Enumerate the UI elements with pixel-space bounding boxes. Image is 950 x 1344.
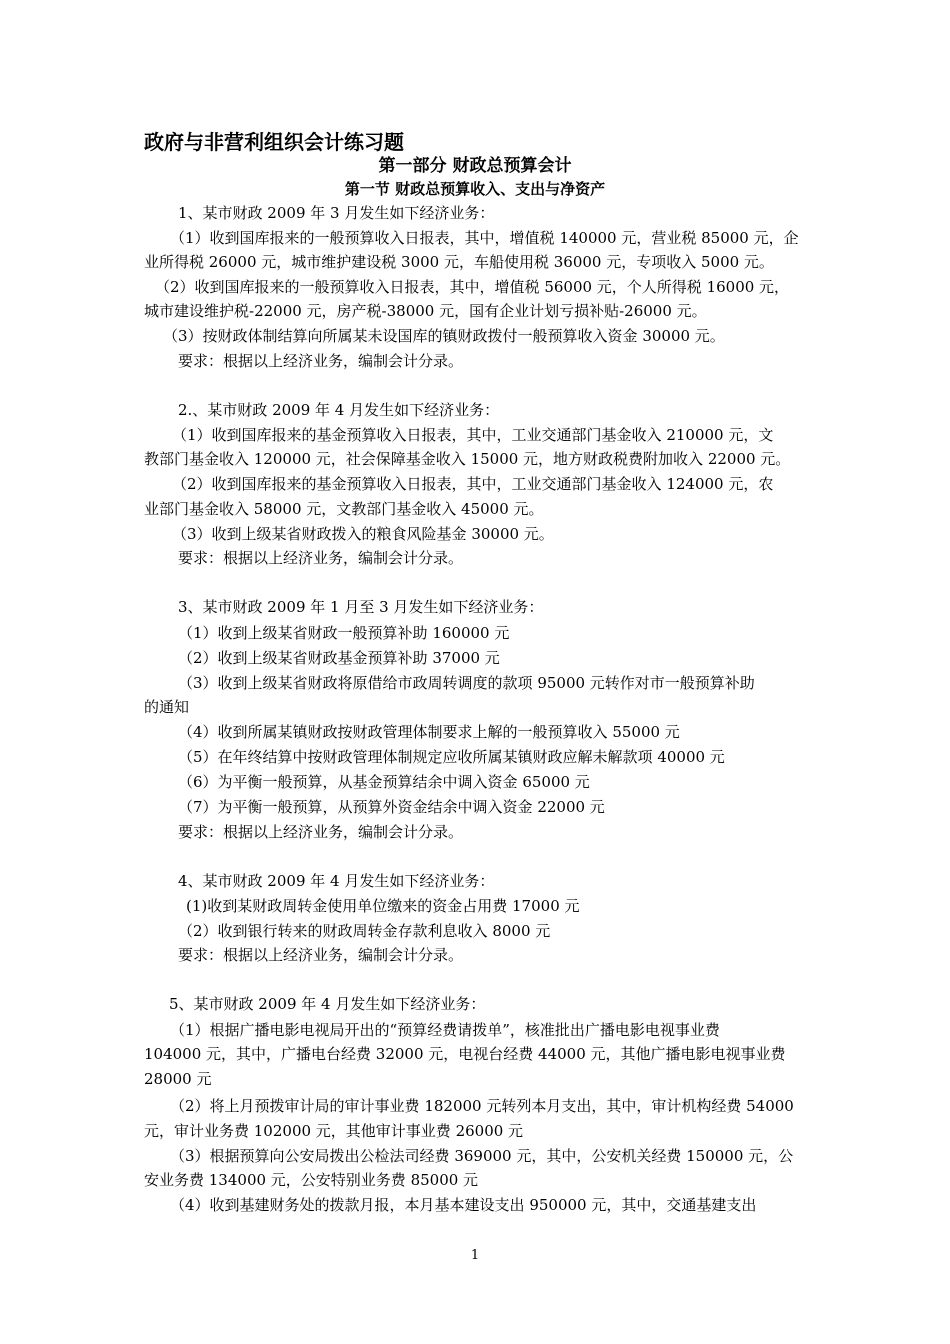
text-line: （4）收到基建财务处的拨款月报，本月基本建设支出 950000 元，其中，交通基建支出 [170, 1196, 757, 1214]
text-line: 要求：根据以上经济业务，编制会计分录。 [178, 549, 464, 567]
text-line: （1）收到国库报来的基金预算收入日报表，其中，工业交通部门基金收入 210000 元，文 [172, 426, 774, 444]
text-line: 业部门基金收入 58000 元，文教部门基金收入 45000 元。 [144, 500, 544, 518]
text-line: （1）根据广播电影电视局开出的“预算经费请拨单”，核准批出广播电影电视事业费 [170, 1021, 720, 1039]
text-line: （2）收到上级某省财政基金预算补助 37000 元 [178, 649, 500, 667]
text-line: 要求：根据以上经济业务，编制会计分录。 [178, 352, 464, 370]
text-line: （3）收到上级某省财政拨入的粮食风险基金 30000 元。 [172, 525, 554, 543]
text-line: 城市建设维护税-22000 元，房产税-38000 元，国有企业计划亏损补贴-26000 元。 [144, 302, 707, 320]
text-line: 的通知 [144, 698, 190, 716]
page-number: 1 [470, 1248, 480, 1263]
document-title: 政府与非营利组织会计练习题 [144, 130, 404, 154]
text-line: 1、某市财政 2009 年 3 月发生如下经济业务： [178, 204, 495, 222]
text-line: （2）收到国库报来的基金预算收入日报表，其中，工业交通部门基金收入 124000 元，农 [172, 475, 774, 493]
text-line: 4、某市财政 2009 年 4 月发生如下经济业务： [178, 872, 495, 890]
text-line: 元，审计业务费 102000 元，其他审计事业费 26000 元 [144, 1122, 524, 1140]
text-line: （3）根据预算向公安局拨出公检法司经费 369000 元，其中，公安机关经费 150000 元，公 [170, 1147, 794, 1165]
text-line: （7）为平衡一般预算，从预算外资金结余中调入资金 22000 元 [178, 798, 605, 816]
text-line: 要求：根据以上经济业务，编制会计分录。 [178, 946, 464, 964]
text-line: （1）收到国库报来的一般预算收入日报表，其中，增值税 140000 元，营业税 85000 元，企 [170, 229, 799, 247]
text-line: （3）按财政体制结算向所属某未设国库的镇财政拨付一般预算收入资金 30000 元。 [163, 327, 725, 345]
text-line: 教部门基金收入 120000 元，社会保障基金收入 15000 元，地方财政税费附加收入 22000 元。 [144, 450, 791, 468]
text-line: （2）收到国库报来的一般预算收入日报表，其中，增值税 56000 元，个人所得税 16000 元， [155, 278, 790, 296]
text-line: （6）为平衡一般预算，从基金预算结余中调入资金 65000 元 [178, 773, 590, 791]
text-line: （2）将上月预拨审计局的审计事业费 182000 元转列本月支出，其中，审计机构经费 54000 [170, 1097, 794, 1115]
text-line: （4）收到所属某镇财政按财政管理体制要求上解的一般预算收入 55000 元 [178, 723, 680, 741]
text-line: 业所得税 26000 元，城市维护建设税 3000 元，车船使用税 36000 元，专项收入 5000 元。 [144, 253, 774, 271]
text-line: （3）收到上级某省财政将原借给市政周转调度的款项 95000 元转作对市一般预算补助 [178, 674, 755, 692]
text-line: （5）在年终结算中按财政管理体制规定应收所属某镇财政应解未解款项 40000 元 [178, 748, 725, 766]
section-heading: 第一节 财政总预算收入、支出与净资产 [344, 180, 606, 198]
text-line: 要求：根据以上经济业务，编制会计分录。 [178, 823, 464, 841]
text-line: (1)收到某财政周转金使用单位缴来的资金占用费 17000 元 [186, 897, 580, 915]
text-line: 5、某市财政 2009 年 4 月发生如下经济业务： [169, 995, 486, 1013]
text-line: 104000 元，其中，广播电台经费 32000 元，电视台经费 44000 元，其他广播电影电视事业费 [144, 1045, 786, 1063]
text-line: 28000 元 [144, 1070, 212, 1088]
text-line: （2）收到银行转来的财政周转金存款利息收入 8000 元 [178, 922, 551, 940]
part-heading: 第一部分 财政总预算会计 [378, 156, 572, 176]
text-line: 3、某市财政 2009 年 1 月至 3 月发生如下经济业务： [178, 598, 544, 616]
text-line: 安业务费 134000 元，公安特别业务费 85000 元 [144, 1171, 479, 1189]
text-line: 2.、某市财政 2009 年 4 月发生如下经济业务： [178, 401, 500, 419]
text-line: （1）收到上级某省财政一般预算补助 160000 元 [178, 624, 510, 642]
